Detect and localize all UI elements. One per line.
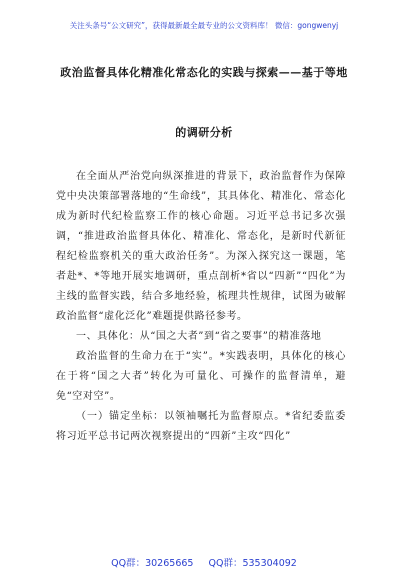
document-title-continued: 的调研分析	[175, 126, 233, 139]
subsection-1: （一）锚定坐标：以领袖嘱托为监督原点。*省纪委监委将习近平总书记两次视察提出的“四新”主攻“四化”	[56, 411, 346, 442]
paragraph-section-1: 政治监督的生命力在于“实”。*实践表明，具体化的核心在于将“国之大者”转化为可量化、可操作的监督清单，避免“空对空”。	[56, 351, 346, 402]
document-title: 政治监督具体化精准化常态化的实践与探索——基于等地	[60, 66, 348, 79]
section-heading-1: 一、具体化：从“国之大者”到“省之要事”的精准落地	[76, 331, 322, 342]
qq-group-2: QQ群：535304092	[208, 558, 297, 569]
qq-group-1: QQ群：30265665	[111, 558, 194, 569]
header-banner: 关注头条号“公文研究”，获得最新最全最专业的公文资料库！ 微信：gongwenyj	[69, 21, 339, 30]
paragraph-intro: 在全面从严治党向纵深推进的背景下，政治监督作为保障党中央决策部署落地的“生命线”，其具体化、精准化、常态化成为新时代纪检监察工作的核心命题。习近平总书记多次强调，“推进政治监督具体化、精准化、常态化，是新时代新征程纪检监察机关的重大政治任务”。为深入探究这一课题，笔者赴*、*等地开展实地调研，重点剖析*省以“四新”“四化”为主线的监督实践，结合多地经验，梳理共性规律，试图为破解政治监督“虚化泛化”难题提供路径参考。	[56, 171, 346, 322]
document-body	[56, 167, 346, 447]
footer-banner	[20, 555, 388, 569]
